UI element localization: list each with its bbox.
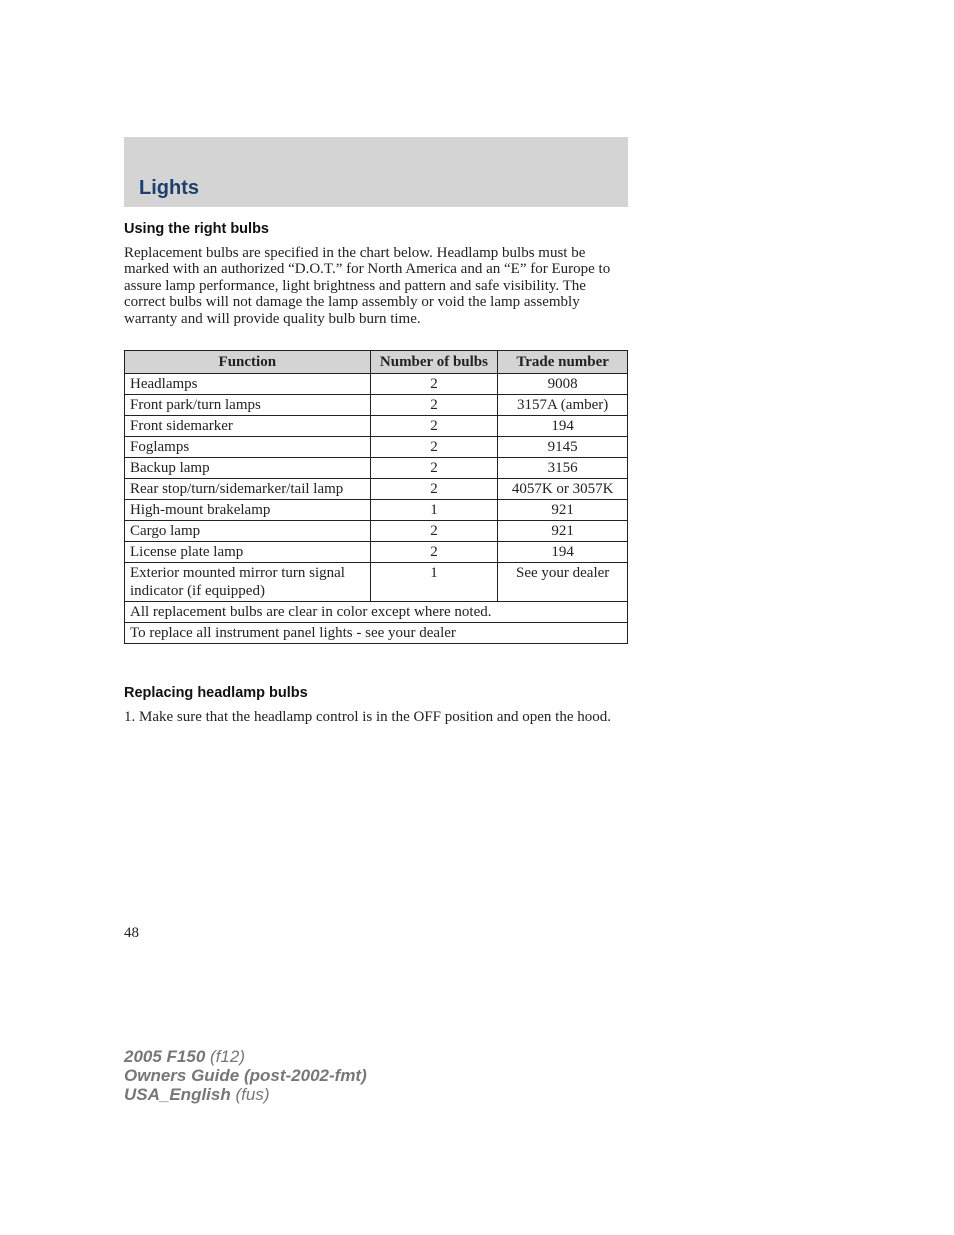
footer-model-code: (f12)	[210, 1047, 245, 1066]
page-number: 48	[124, 925, 139, 941]
table-row	[125, 458, 628, 479]
cell-function: Backup lamp	[125, 458, 371, 479]
footer-guide: Owners Guide (post-2002-fmt)	[124, 1066, 367, 1085]
cell-trade-number: 921	[498, 521, 628, 542]
cell-function: Front sidemarker	[125, 416, 371, 437]
table-note: To replace all instrument panel lights - see your dealer	[125, 623, 628, 644]
cell-function: Cargo lamp	[125, 521, 371, 542]
table-row	[125, 437, 628, 458]
cell-function: Exterior mounted mirror turn signal indicator (if equipped)	[125, 563, 371, 602]
bulb-table	[124, 350, 628, 644]
column-header-function: Function	[125, 351, 371, 374]
step-paragraph: 1. Make sure that the headlamp control is in the OFF position and open the hood.	[124, 709, 612, 725]
cell-trade-number: 3157A (amber)	[498, 395, 628, 416]
footer-line-1	[124, 1047, 367, 1066]
cell-count: 1	[370, 500, 498, 521]
cell-function: Front park/turn lamps	[125, 395, 371, 416]
section-heading-right-bulbs: Using the right bulbs	[124, 221, 269, 237]
table-row	[125, 500, 628, 521]
table-row	[125, 479, 628, 500]
column-header-trade-number: Trade number	[498, 351, 628, 374]
cell-trade-number: 4057K or 3057K	[498, 479, 628, 500]
cell-count: 1	[370, 563, 498, 602]
cell-count: 2	[370, 374, 498, 395]
footer-line-2	[124, 1066, 367, 1085]
footer-language: USA_English	[124, 1085, 231, 1104]
cell-count: 2	[370, 416, 498, 437]
cell-function: High-mount brakelamp	[125, 500, 371, 521]
cell-count: 2	[370, 542, 498, 563]
table-note-row	[125, 602, 628, 623]
intro-paragraph: Replacement bulbs are specified in the chart below. Headlamp bulbs must be marked with an authorized “D.O.T.” for North America and an “E” for Europe to assure lamp performance, light brightness and pattern and safe visibility. The correct bulbs will not damage the lamp assembly or void the lamp assembly warranty and will provide quality bulb burn time.	[124, 245, 611, 327]
footer-language-code: (fus)	[235, 1085, 270, 1104]
footer-line-3	[124, 1085, 367, 1104]
table-note: All replacement bulbs are clear in color except where noted.	[125, 602, 628, 623]
cell-count: 2	[370, 395, 498, 416]
document-footer	[124, 1047, 367, 1104]
section-header-band	[124, 137, 628, 207]
cell-trade-number: 3156	[498, 458, 628, 479]
page-title: Lights	[139, 177, 199, 199]
table-row	[125, 563, 628, 602]
table-header-row	[125, 351, 628, 374]
cell-trade-number: 9008	[498, 374, 628, 395]
cell-count: 2	[370, 458, 498, 479]
cell-count: 2	[370, 437, 498, 458]
table-note-row	[125, 623, 628, 644]
cell-trade-number: 921	[498, 500, 628, 521]
cell-count: 2	[370, 521, 498, 542]
cell-count: 2	[370, 479, 498, 500]
table-row	[125, 374, 628, 395]
cell-trade-number: 194	[498, 542, 628, 563]
cell-function: License plate lamp	[125, 542, 371, 563]
cell-trade-number: See your dealer	[498, 563, 628, 602]
table-row	[125, 416, 628, 437]
footer-model: 2005 F150	[124, 1047, 206, 1066]
table-row	[125, 395, 628, 416]
column-header-number-of-bulbs: Number of bulbs	[370, 351, 498, 374]
table-row	[125, 542, 628, 563]
section-heading-replacing-headlamp: Replacing headlamp bulbs	[124, 685, 308, 701]
table-row	[125, 521, 628, 542]
cell-function: Foglamps	[125, 437, 371, 458]
cell-function: Headlamps	[125, 374, 371, 395]
cell-trade-number: 194	[498, 416, 628, 437]
cell-trade-number: 9145	[498, 437, 628, 458]
cell-function: Rear stop/turn/sidemarker/tail lamp	[125, 479, 371, 500]
